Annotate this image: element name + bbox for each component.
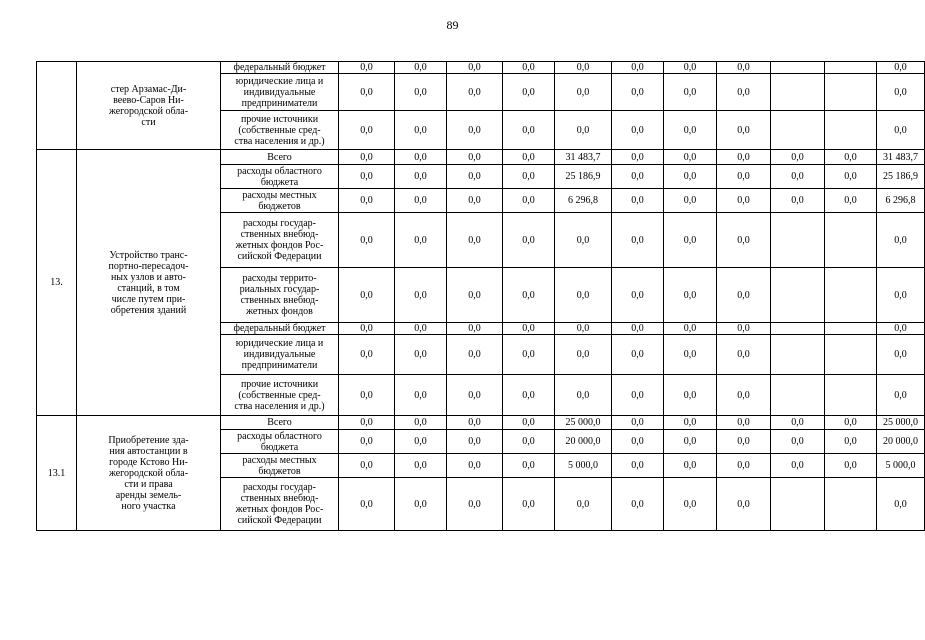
year-value-cell: 0,0: [503, 213, 555, 268]
year-value-cell: 0,0: [717, 323, 771, 335]
year-value-cell: 0,0: [717, 268, 771, 323]
page-number: 89: [446, 18, 459, 32]
year-value-cell: 0,0: [717, 478, 771, 531]
year-value-cell: 0,0: [612, 165, 664, 189]
year-value-cell: 0,0: [503, 268, 555, 323]
year-value-cell: 0,0: [339, 165, 395, 189]
year-value-cell: 0,0: [771, 430, 825, 454]
year-value-cell: 0,0: [717, 213, 771, 268]
funding-source-label: Всего: [221, 150, 339, 165]
funding-source-label: прочие источники (собственные сред- ства населения и др.): [221, 375, 339, 416]
year-value-cell: 0,0: [447, 454, 503, 478]
year-value-cell: 0,0: [555, 74, 612, 111]
year-value-cell: 0,0: [717, 150, 771, 165]
funding-source-label: расходы областного бюджета: [221, 165, 339, 189]
year-value-cell: 0,0: [447, 416, 503, 430]
total-cell: 6 296,8: [877, 189, 925, 213]
funding-source-label: расходы областного бюджета: [221, 430, 339, 454]
year-value-cell: 0,0: [612, 335, 664, 375]
year-value-cell: 0,0: [771, 454, 825, 478]
year-value-cell: 0,0: [825, 150, 877, 165]
year-value-cell: 0,0: [395, 335, 447, 375]
year-value-cell: 0,0: [447, 375, 503, 416]
year-value-cell: [771, 62, 825, 74]
year-value-cell: 0,0: [825, 165, 877, 189]
year-value-cell: 0,0: [447, 74, 503, 111]
year-value-cell: 0,0: [339, 416, 395, 430]
year-value-cell: 0,0: [395, 478, 447, 531]
section-name: Устройство транс- портно-пересадоч- ных узлов и авто- станций, в том числе путем при- обретения зданий: [77, 150, 221, 416]
year-value-cell: 0,0: [717, 416, 771, 430]
year-value-cell: 0,0: [503, 323, 555, 335]
year-value-cell: 0,0: [664, 150, 717, 165]
year-value-cell: 0,0: [339, 323, 395, 335]
year-value-cell: 0,0: [503, 335, 555, 375]
year-value-cell: 0,0: [395, 268, 447, 323]
year-value-cell: 0,0: [664, 430, 717, 454]
year-value-cell: 0,0: [339, 74, 395, 111]
total-cell: 0,0: [877, 375, 925, 416]
year-value-cell: 0,0: [717, 375, 771, 416]
year-value-cell: 0,0: [664, 323, 717, 335]
year-value-cell: 0,0: [612, 430, 664, 454]
year-value-cell: [771, 323, 825, 335]
year-value-cell: [825, 478, 877, 531]
funding-source-label: федеральный бюджет: [221, 323, 339, 335]
total-cell: 0,0: [877, 111, 925, 150]
section-name: стер Арзамас-Ди- веево-Саров Ни- жегородской обла- сти: [77, 62, 221, 150]
year-value-cell: [771, 74, 825, 111]
funding-source-label: Всего: [221, 416, 339, 430]
year-value-cell: 0,0: [503, 111, 555, 150]
year-value-cell: 0,0: [771, 189, 825, 213]
year-value-cell: 0,0: [717, 111, 771, 150]
year-value-cell: 0,0: [447, 335, 503, 375]
year-value-cell: 0,0: [612, 375, 664, 416]
year-value-cell: 0,0: [503, 478, 555, 531]
total-cell: 0,0: [877, 323, 925, 335]
funding-source-label: прочие источники (собственные сред- ства населения и др.): [221, 111, 339, 150]
year-value-cell: 0,0: [771, 150, 825, 165]
year-value-cell: 0,0: [395, 150, 447, 165]
year-value-cell: 0,0: [555, 478, 612, 531]
year-value-cell: 0,0: [664, 165, 717, 189]
year-value-cell: 0,0: [664, 62, 717, 74]
section-number: 13.: [37, 150, 77, 416]
year-value-cell: 0,0: [395, 165, 447, 189]
total-cell: 31 483,7: [877, 150, 925, 165]
year-value-cell: 0,0: [447, 430, 503, 454]
year-value-cell: 0,0: [612, 189, 664, 213]
year-value-cell: 0,0: [339, 62, 395, 74]
year-value-cell: 0,0: [664, 213, 717, 268]
year-value-cell: 0,0: [612, 74, 664, 111]
year-value-cell: 0,0: [612, 454, 664, 478]
year-value-cell: 0,0: [339, 335, 395, 375]
table-row: [37, 150, 925, 165]
year-value-cell: 0,0: [664, 189, 717, 213]
year-value-cell: 0,0: [395, 454, 447, 478]
year-value-cell: 0,0: [339, 375, 395, 416]
year-value-cell: [825, 74, 877, 111]
funding-source-label: расходы террито- риальных государ- ственных внебюд- жетных фондов: [221, 268, 339, 323]
total-cell: 25 186,9: [877, 165, 925, 189]
year-value-cell: [825, 268, 877, 323]
year-value-cell: [771, 478, 825, 531]
year-value-cell: [771, 375, 825, 416]
year-value-cell: 0,0: [395, 430, 447, 454]
year-value-cell: 0,0: [395, 74, 447, 111]
year-value-cell: [771, 268, 825, 323]
year-value-cell: 31 483,7: [555, 150, 612, 165]
year-value-cell: 0,0: [503, 150, 555, 165]
table-row: [37, 416, 925, 430]
year-value-cell: 0,0: [771, 416, 825, 430]
total-cell: 0,0: [877, 335, 925, 375]
year-value-cell: 0,0: [503, 375, 555, 416]
year-value-cell: 0,0: [717, 335, 771, 375]
year-value-cell: 0,0: [447, 478, 503, 531]
year-value-cell: 0,0: [612, 62, 664, 74]
year-value-cell: 0,0: [664, 74, 717, 111]
year-value-cell: 0,0: [717, 62, 771, 74]
year-value-cell: 0,0: [771, 165, 825, 189]
year-value-cell: [825, 375, 877, 416]
year-value-cell: 0,0: [717, 165, 771, 189]
year-value-cell: 0,0: [555, 213, 612, 268]
total-cell: 0,0: [877, 268, 925, 323]
year-value-cell: 0,0: [395, 111, 447, 150]
year-value-cell: 0,0: [717, 74, 771, 111]
total-cell: 0,0: [877, 478, 925, 531]
year-value-cell: 0,0: [825, 454, 877, 478]
year-value-cell: 0,0: [395, 323, 447, 335]
year-value-cell: 0,0: [503, 62, 555, 74]
year-value-cell: 0,0: [447, 111, 503, 150]
year-value-cell: 0,0: [339, 111, 395, 150]
year-value-cell: 0,0: [612, 478, 664, 531]
year-value-cell: 0,0: [503, 165, 555, 189]
year-value-cell: 0,0: [503, 430, 555, 454]
funding-source-label: расходы государ- ственных внебюд- жетных фондов Рос- сийской Федерации: [221, 478, 339, 531]
year-value-cell: [825, 111, 877, 150]
year-value-cell: [771, 111, 825, 150]
year-value-cell: 5 000,0: [555, 454, 612, 478]
total-cell: 0,0: [877, 62, 925, 74]
year-value-cell: 0,0: [503, 454, 555, 478]
year-value-cell: 0,0: [395, 189, 447, 213]
year-value-cell: [825, 335, 877, 375]
year-value-cell: 0,0: [717, 454, 771, 478]
year-value-cell: 0,0: [612, 150, 664, 165]
table-row: [37, 62, 925, 74]
year-value-cell: [771, 335, 825, 375]
year-value-cell: 0,0: [825, 189, 877, 213]
year-value-cell: 0,0: [555, 323, 612, 335]
funding-source-label: федеральный бюджет: [221, 62, 339, 74]
funding-source-label: расходы государ- ственных внебюд- жетных фондов Рос- сийской Федерации: [221, 213, 339, 268]
year-value-cell: [825, 323, 877, 335]
year-value-cell: 0,0: [447, 189, 503, 213]
year-value-cell: 0,0: [664, 454, 717, 478]
section-number: [37, 62, 77, 150]
year-value-cell: 0,0: [717, 189, 771, 213]
year-value-cell: 0,0: [612, 268, 664, 323]
total-cell: 20 000,0: [877, 430, 925, 454]
year-value-cell: 0,0: [825, 416, 877, 430]
year-value-cell: 0,0: [664, 111, 717, 150]
year-value-cell: 0,0: [612, 213, 664, 268]
year-value-cell: 0,0: [395, 213, 447, 268]
year-value-cell: 0,0: [503, 189, 555, 213]
year-value-cell: 0,0: [555, 268, 612, 323]
year-value-cell: [825, 213, 877, 268]
year-value-cell: 0,0: [339, 268, 395, 323]
year-value-cell: 0,0: [555, 375, 612, 416]
year-value-cell: 0,0: [717, 430, 771, 454]
funding-source-label: юридические лица и индивидуальные предприниматели: [221, 335, 339, 375]
year-value-cell: 0,0: [503, 416, 555, 430]
year-value-cell: 0,0: [339, 478, 395, 531]
year-value-cell: 0,0: [339, 189, 395, 213]
year-value-cell: 0,0: [395, 62, 447, 74]
section-name: Приобретение зда- ния автостанции в городе Кстово Ни- жегородской обла- сти и права аренды земель- ного участка: [77, 416, 221, 531]
year-value-cell: 0,0: [664, 335, 717, 375]
section-number: 13.1: [37, 416, 77, 531]
year-value-cell: 25 000,0: [555, 416, 612, 430]
year-value-cell: 20 000,0: [555, 430, 612, 454]
budget-table: [36, 61, 925, 531]
year-value-cell: [771, 213, 825, 268]
year-value-cell: 25 186,9: [555, 165, 612, 189]
year-value-cell: 0,0: [339, 430, 395, 454]
year-value-cell: 0,0: [555, 111, 612, 150]
year-value-cell: 0,0: [664, 478, 717, 531]
year-value-cell: 0,0: [612, 416, 664, 430]
year-value-cell: 0,0: [395, 416, 447, 430]
year-value-cell: 0,0: [612, 111, 664, 150]
year-value-cell: 0,0: [339, 454, 395, 478]
year-value-cell: [825, 62, 877, 74]
funding-source-label: юридические лица и индивидуальные предприниматели: [221, 74, 339, 111]
year-value-cell: 6 296,8: [555, 189, 612, 213]
total-cell: 25 000,0: [877, 416, 925, 430]
year-value-cell: 0,0: [612, 323, 664, 335]
year-value-cell: 0,0: [447, 268, 503, 323]
year-value-cell: 0,0: [447, 323, 503, 335]
total-cell: 5 000,0: [877, 454, 925, 478]
total-cell: 0,0: [877, 213, 925, 268]
year-value-cell: 0,0: [555, 335, 612, 375]
year-value-cell: 0,0: [664, 375, 717, 416]
year-value-cell: 0,0: [503, 74, 555, 111]
year-value-cell: 0,0: [825, 430, 877, 454]
year-value-cell: 0,0: [447, 150, 503, 165]
year-value-cell: 0,0: [447, 165, 503, 189]
funding-source-label: расходы местных бюджетов: [221, 454, 339, 478]
year-value-cell: 0,0: [447, 213, 503, 268]
year-value-cell: 0,0: [339, 150, 395, 165]
year-value-cell: 0,0: [339, 213, 395, 268]
table-body: [37, 62, 925, 531]
year-value-cell: 0,0: [664, 416, 717, 430]
total-cell: 0,0: [877, 74, 925, 111]
year-value-cell: 0,0: [447, 62, 503, 74]
year-value-cell: 0,0: [395, 375, 447, 416]
year-value-cell: 0,0: [555, 62, 612, 74]
funding-source-label: расходы местных бюджетов: [221, 189, 339, 213]
year-value-cell: 0,0: [664, 268, 717, 323]
